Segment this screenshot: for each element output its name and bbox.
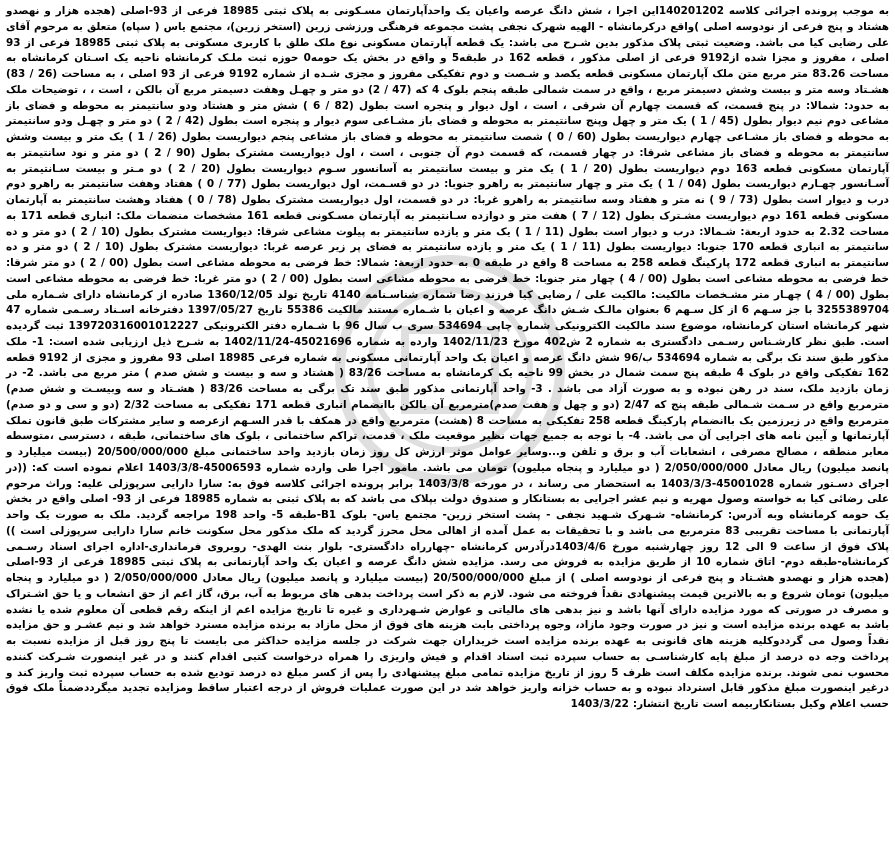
auction-notice-body: به موجب پرونده اجرائی کلاسه 140201202این اجرا ، شش دانگ عرصه واعیان یک واحدآپارتمان مسـکونی به پلاک ثبتی 18985 فرعی از 93-اصلی (هجده هزار و نهصدو هشتاد و پنج فرعی از نودوسه اصلی )واقع درکرمانشاه - الهیه شهرک نجفی پشت مجموعه فرهنگی ورزشی زرین (استخر زرین)، مجتمع یاس ( سپاه) متعلق به مرحوم آقای علی رضایی کیا می باشد. وضعیت ثبتی پلاک مذکور بدین شـرح می باشد: یک قطعه آپارتمان مسکونی نوع ملک طلق با کاربری مسکونی به پلاک ثبتی 18985 فرعی از 93 اصلی ، مفروز و مجزا شده از9192 فرعی از اصلی مذکور ، قطعه 162 در طبقه5 و واقع در بخش یک حومه0 حوزه ثبت ملـک کرمانشاه ناحیه یک اسـتان کرمانشاه به مساحت 83.26 متر مربع متن ملک آپارتمان مسکونی قطعه یکصد و شـصت و دوم تفکیکی مفروز و مجزی شـده از شماره 9192 فرعی از 93 اصلی ، به مساحت (26 / 83) هشـتاد وسه متر و بیست وشش دسیمتر مربع ، واقع در سمت شمالی طبقه پنجم بلوک 4 که (47 / 2) دو متر و چهـل وهفت دسیمتر مربع آن بالکن ، است ، ، توضیحات ملک به حدود: شمالا: در پنج قسمت، که قسمت چهارم آن شرقی ، است ، اول دیوار و پنجره است بطول (82 / 6 ) شش متر و هشتاد ودو سانتیمتر به محوطه و فضای باز مشاعی دوم نیم دیوار بطول (45 / 1 ) یک متر و چهل وپنج سانتیمتر به محوطه و فضای باز مشـاعی سوم دیوار و پنجره است بطول (42 / 2 ) دو متر و چهـل ودو سانتیمتر به محوطه و فضای باز مشـاعی چهارم دیواریست بطول (60 / 0 ) شصت سانتیمتر به محوطه و فضای باز مشاعی پنجم دیواریست بطول (26 / 1 ) یک متر و بیست وشش سانتیمتر به محوطه و فضای باز مشاعی شرقا: در چهار قسمت، که قسمت دوم آن جنوبی ، است ، اول دیواریست مشترک بطول (90 / 2 ) دو متر و نود سانتیمتر به آپارتمان مسکونی قطعه 163 دوم دیواریست بطول (20 / 1 ) یک متر و بیست سانتیمتر به آسانسور سـوم دیواریست بطول (20 / 2 ) دو مـتر و بیست سـانتیمتر به آسـانسور چهـارم دیواریست بطول (04 / 1 ) یک متر و چهار سانتیمتر به راهرو جنوبا: در دو قسـمت، اول دیواریست بطول (77 / 0 ) هفتاد وهفت سانتیمتر به راهرو دوم درب و دیوار است بطول (73 / 9 ) نه متر و هفتاد وسه سانتیمتر به راهرو غربا: در دو قسمت، اول دیواریست مشترک بطول (78 / 0 ) هفتاد وهشت سانتیمتر به آپارتمان مسکونی قطعه 161 دوم دیواریست مشـترک بطول (12 / 7 ) هفت متر و دوازده سـانتیمتر به آپارتمان مسـکونی قطعه 161 مشخصات منضمات ملک: انباری قطعه 171 به مساحت 2.32 به حدود اربعة: شـمالا: درب و دیوار است بطول (11 / 1 ) یک متر و یازده سانتیمتر به پیلوت مشاعی شرقا: دیواریست مشترک بطول (10 / 2 ) دو متر و ده سانتیمتر به انباری قطعه 170 جنوبا: دیواریست بطول (11 / 1 ) یک متر و یازده سانتیمتر به فضای پر زیر عرصه غربا: دیواریست مشترک بطول (10 / 2 ) دو متر و ده سانتیمتر به انباری قطعه 172 پارکینگ قطعه 258 به مساحت 8 واقع در طبقه 0 به حدود اربعة: شمالا: خط فرضی به محوطه مشاعی است بطول (00 / 2 ) دو متر شرقا: خط فرضی به محوطه مشاعی است بطول (00 / 4 ) چهار متر جنوبا: خط فرضی به محوطه مشاعی است بطول (00 / 2 ) دو متر غربا: خط فرضی به محوطه مشاعی است بطول (00 / 4 ) چهـار متر مشـخصات مالکیت: مالکیت علی / رضایی کیا فرزند رضا شماره شناسـنامه 4140 تاریخ تولد 1360/12/05 صادره از کرمانشاه دارای شـماره ملی 3255389704 با جز سـهم 6 از کل سـهم 6 بعنوان مالـک شـش دانگ عرصه و اعیان با شـماره مستند مالکیت 55386 تاریخ 1397/05/27 دفترخانه اسـناد رسـمی شماره 47 شهر کرمانشاه استان کرمانشاه، موضوع سند مالکیت الکترونیکی شماره چاپی 534694 سری ب سال 96 با شـماره دفتر الکترونیکی 139720316001012227 ثبت گردیده است. طبق نظر کارشـناس رسـمی دادگستری به شماره 2 ش402 مورخ 1402/11/23 وارده به شماره 45021696-1402/11/24 به شـرح ذیل ارزیابی شده است: 1- ملک مذکور طبق سند تک برگی به شماره 534694 ب/96 شش دانگ عرصه و اعیان یک واحد آپارتمانی مسکونی به شماره فرعی 18985 اصلی 93 مفروز و مجزی از 9192 قطعه 162 تفکیکی واقع در بلوک 4 طبقه پنج سمت شمال در بخش 99 ناحیه یک کرمانشاه به مساحت 83/26 ( هشتاد و سه و بیست و شش صدم ) متر مربع می باشد. 2- در زمان بازدید ملک، سند در رهن نبوده و به صورت آزاد می باشد . 3- واحد آپارتمانی مذکور طبق سند تک برگی به مساحت 83/26 ( هشـتاد و سه وبیسـت و شش صدم) مترمربع واقع در سـمت شـمالی طبقه پنج که 2/47 (دو و چهل و هفت صدم)مترمربع آن بالکن باانضمام انباری قطعه 171 تفکیکی به مساحت 2/32 (دو و سی و دو صدم) مترمربع واقع در زیرزمین یک باانضمام پارکینگ قطعه 258 تفکیکی به مساحت 8 (هشت) مترمربع واقع در همکف با قدر السـهم ازعرصه و سایر مشترکات طبق قانون تملک آپارتمانها و آیین نامه های اجرایی آن می باشد. 4- با توجه به جمیع جهات نظیر موقعیت ملک ، قدمت، تراکم ساختمانی ، بلوک های ساختمانی، طبقه ، دسترسی ،متوسطه معابر منطقه ، مصالح مصرفی ، انشعابات آب و برق و تلفن و...وسایر عوامل موثر ارزش کل روز زمان بازدید واحد ساختمانی مبلغ 20/500/000/000 (بیست میلیارد و پانصد میلیون) ریال معادل 2/050/000/000 ( دو میلیارد و پنجاه میلیون) تومان می باشد. مامور اجرا طی وارده شماره 45006593-1403/3/8 اعلام نموده است که: ((در اجرای دسـتور شماره 45001028-1403/3/3 به استحضار می رساند ، در مورخه 1403/3/8 برابر پرونده اجرائی کلاسه فوق به: سارا دارایی سرپوزلی علیه: وراث مرحوم علی رضائی کیا به خواسته وصول مهریه و نیم عشر اجرایی به بستانکار و صندوق دولت بپلاک می باشد که به پلاک ثبتی به شماره 18985 فرعی از 93- اصلی واقع در بخش یک حومه کرمانشاه وبه آدرس: کرمانشاه- شـهرک شـهید نجفی - پشت استخر زرین- مجتمع یاس- بلوک B1-طبقه 5- واحد 198 مراجعه گردید. ملک به صورت یک واحد آپارتمانی با مساحت تقریبی 83 مترمربع می باشد و با تحقیقات به عمل آمده از اهالی محل محرز گردید که ملک مذکور محل سکونت خانم سارا دارایی سرپوزلی است )) پلاک فوق از ساعت 9 الی 12 روز چهارشنبه مورخ 1403/4/6درآدرس کرمانشاه -چهارراه دادگستری- بلوار بنت الهدی- روبروی فرمانداری-اداره اجرای اسناد رسـمی کرمانشاه-طبقه دوم- اتاق شماره 10 از طریق مزایده به فروش می رسد. مزایده شش دانگ عرصه و اعیان یک واحد آپارتمانی به پلاک ثبتی 18985 فرعی از 93-اصلی (هجده هزار و نهصدو هشـتاد و پنج فرعی از نودوسه اصلی ) از مبلغ 20/500/000/000 (بیست میلیارد و پانصد میلیون) ریال معادل 2/050/000/000 ( دو میلیارد و پنجاه میلیون) تومان شروع و به بالاترین قیمت پیشنهادی نقداً فروخته می شود. لازم به ذکر است پرداخت بدهی های مربوط به آب، برق، گاز اعم از حق انشعاب و یا حق اشـتراک و مصرف در صورتی که مورد مزایده دارای آنها باشد و نیز بدهی های مالیاتی و عوارض شـهرداری و غیره تا تاریخ مزایده اعم از اینکه رقم قطعی آن معلوم شده یا نشده باشد به عهده برنده مزایده است و نیز در صورت وجود مازاد، وجوه پرداختی بابت هزینه های فوق از محل مازاد به برنده مزایده مسترد خواهد شد و نیم عشـر و حق مزایده نقداً وصول می گرددوکلیه هزینه های قانونی به عهده برنده مزایده است خریداران جهت شرکت در جلسه مزایده حداکثر می بایست تا پنج روز قبل از مزایده نسبت به پرداخت وجه ده درصد از مبلغ پایه کارشناسـی به حساب سپرده ثبت اسناد اقدام و فیش واریزی را همراه درخواست کتبی اقدام کنند و در غیر اینصورت شـرکت کننده محسوب نمی شوند. برنده مزایده مکلف است ظرف 5 روز از تاریخ مزایده تمامی مبلغ پیشنهادی را پس از کسر مبلغ ده درصد تودیع شده به حساب سپرده ثبت واریز کند و درغیر اینصورت مبلغ مذکور قابل استرداد نبوده و به حساب خزانه واریز خواهد شد در این صورت عملیات فروش از درجه اعتبار ساقط ومزایده تجدید میگرددضمناً ملک فوق حسب اعلام وکیل بستانکاربیمه است تاریخ انتشار: 1403/3/22 (6, 5, 890, 710)
